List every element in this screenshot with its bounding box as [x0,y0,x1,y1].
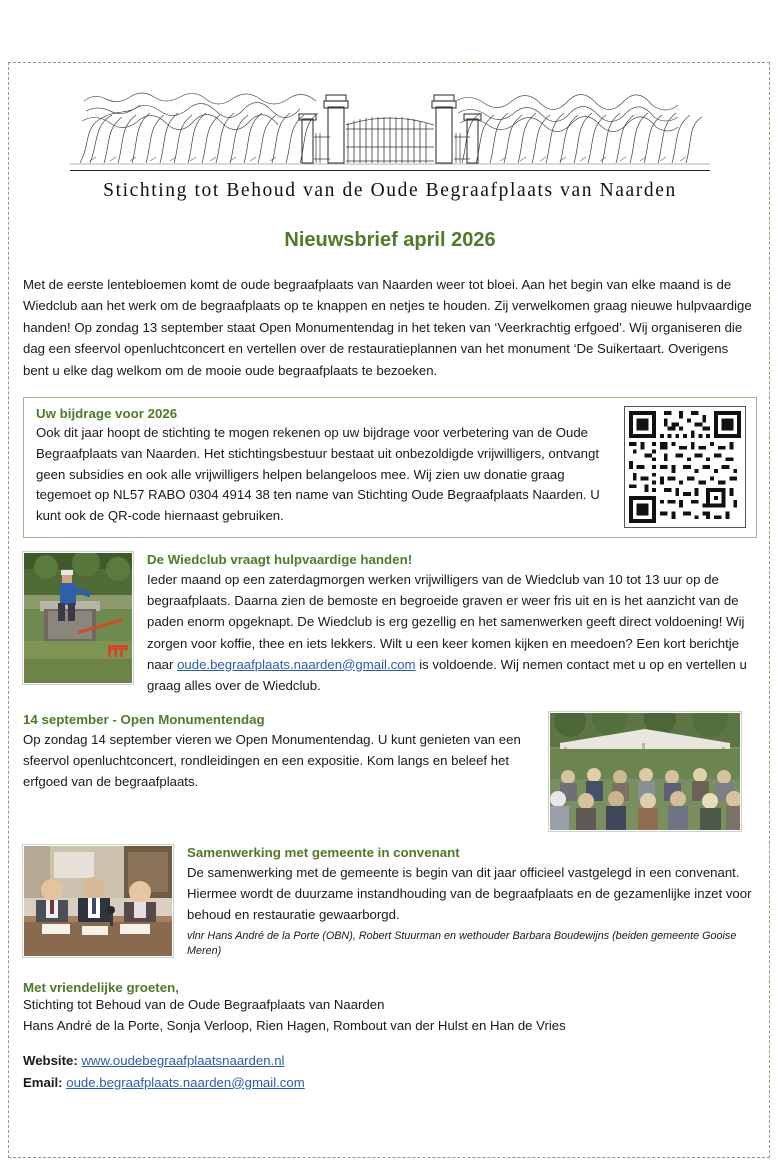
email-label: Email: [23,1074,63,1090]
newsletter-page [8,62,770,1158]
donation-box [23,397,757,538]
wiedclub-section [23,552,757,696]
wiedclub-text [147,569,757,696]
convenant-body [187,845,757,959]
masthead [70,85,710,202]
wiedclub-text-after: is voldoende. Wij nemen contact met u op en vertellen u graag alles over de Wiedclub. [147,656,747,693]
intro-paragraph: Met de eerste lentebloemen komt de oude begraafplaats van Naarden weer tot bloei. Aan het begin van elke maand is de Wiedclub aan het werk om de begraafplaats op te knappen en netjes te houden. Zij verwelkomen graag nieuwe hulpvaardige handen! Op zondag 13 september staat Open Monumentendag in het teken van ‘Veerkrachtig erfgoed’. Wij organiseren die dag een sfeervol openluchtconcert en vertellen over de restauratieplannen van het monument ‘De Suikertaart. Overigens bent u elke dag welkom om de mooie oude begraafplaats te bezoeken. [23,277,752,378]
outdoor-concert-photo [549,712,741,831]
organization-title: Stichting tot Behoud van de Oude Begraafplaats van Naarden [103,180,677,201]
convenant-title: Samenwerking met gemeente in convenant [187,844,460,860]
email-link[interactable]: oude.begraafplaats.naarden@gmail.com [66,1074,305,1090]
closing-section [23,980,757,1036]
wiedclub-text-before: Ieder maand op een zaterdagmorgen werken vrijwilligers van de Wiedclub van 10 tot 13 uur op de begraafplaats. Daarna zien de bemoste en begroeide graven er weer fris uit en is het aanzicht van de paden enorm opgeknapt. De Wiedclub is erg gezellig en het samenwerken geeft direct voldoening! Wij zorgen voor koffie, thee en iets lekkers. Wilt u een keer komen kijken en meedoen? Een kort berichtje naar [147,572,745,672]
donation-title: Uw bijdrage voor 2026 [36,405,178,421]
qr-code[interactable] [624,406,746,528]
convenant-signing-photo [23,845,173,957]
contacts-block [23,1050,757,1093]
monumentendag-section [23,712,757,831]
masthead-divider [70,170,710,171]
cemetery-gate-engraving-icon [70,85,710,167]
volunteer-weeding-photo [23,552,133,684]
page-content [23,73,757,1093]
email-row [23,1072,757,1093]
website-link[interactable]: www.oudebegraafplaatsnaarden.nl [81,1053,285,1069]
page-title: Nieuwsbrief april 2026 [284,229,496,251]
convenant-section [23,845,757,959]
monumentendag-body [23,712,533,792]
convenant-text: De samenwerking met de gemeente is begin van dit jaar officieel vastgelegd in een convenant. Hiermee wordt de duurzame instandhouding van de begraafplaats en de gezamenlijke inzet voor behoud en restauratie gewaarborgd. [187,864,752,923]
monumentendag-text: Op zondag 14 september vieren we Open Monumentendag. U kunt genieten van een sfeervol openluchtconcert, rondleidingen en een expositie. Kom langs en beleef het erfgoed van de begraafplaats. [23,731,521,790]
qr-code-image [629,411,741,523]
closing-organization: Stichting tot Behoud van de Oude Begraafplaats van Naarden [23,997,385,1013]
monumentendag-title: 14 september - Open Monumentendag [23,711,265,727]
website-row [23,1050,757,1071]
wiedclub-body [147,552,757,696]
convenant-caption: vlnr Hans André de la Porte (OBN), Robert Stuurman en wethouder Barbara Boudewijns (beiden gemeente Gooise Meren) [187,930,737,957]
wiedclub-title: De Wiedclub vraagt hulpvaardige handen! [147,552,413,568]
donation-text: Ook dit jaar hoopt de stichting te mogen rekenen op uw bijdrage voor verbetering van de Oude Begraafplaats van Naarden. Het stichtingsbestuur bestaat uit onbezoldigde vrijwilligers, ontvangt geen subsidies en ook alle vrijwilligers helpen belangeloos mee. Wij zien uw donatie graag tegemoet op NL57 RABO 0304 4914 38 ten name van Stichting Oude Begraafplaats Naarden. U kunt ook de QR-code hiernaast gebruiken. [36,424,600,524]
wiedclub-email-link[interactable]: oude.begraafplaats.naarden@gmail.com [177,656,416,672]
closing-names: Hans André de la Porte, Sonja Verloop, Rien Hagen, Rombout van der Hulst en Han de Vries [23,1017,566,1033]
closing-greeting: Met vriendelijke groeten, [23,980,179,996]
website-label: Website: [23,1053,78,1069]
